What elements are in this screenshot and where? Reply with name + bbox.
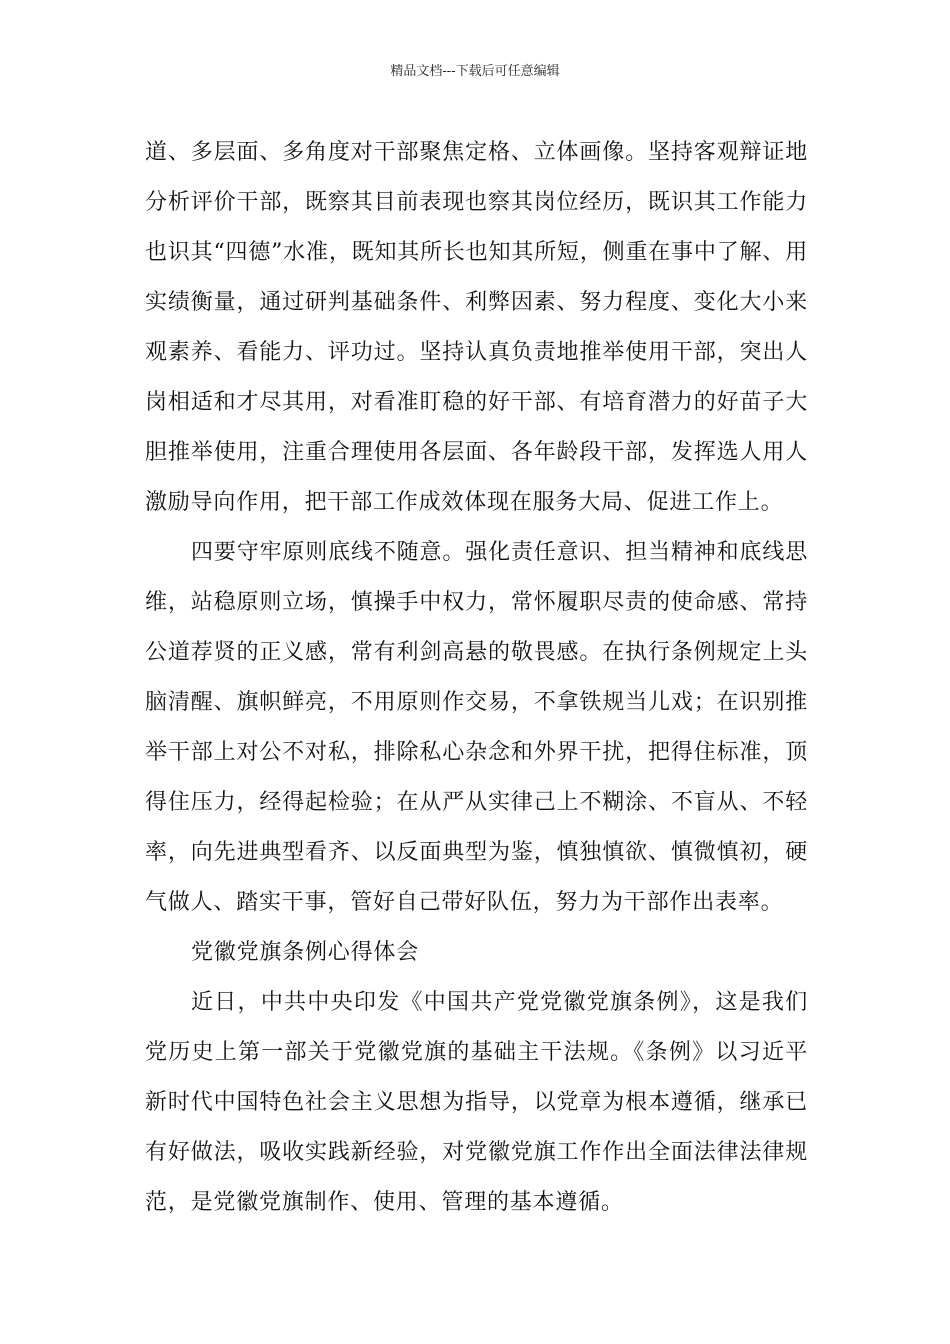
section-title: 党徽党旗条例心得体会	[191, 940, 420, 965]
document-body	[145, 128, 808, 1228]
paragraph-intro: 近日，中共中央印发《中国共产党党徽党旗条例》，这是我们党历史上第一部关于党徽党旗的基础主干法规。《条例》以习近平新时代中国特色社会主义思想为指导，以党章为根本遵循，继承已有好做法，吸收实践新经验，对党徽党旗工作作出全面法律法律规范，是党徽党旗制作、使用、管理的基本遵循。	[145, 990, 808, 1215]
paragraph-fourth-point: 四要守牢原则底线不随意。强化责任意识、担当精神和底线思维，站稳原则立场，慎操手中权力，常怀履职尽责的使命感、常持公道荐贤的正义感，常有利剑高悬的敬畏感。在执行条例规定上头脑清醒、旗帜鲜亮，不用原则作交易，不拿铁规当儿戏；在识别推举干部上对公不对私，排除私心杂念和外界干扰，把得住标准，顶得住压力，经得起检验；在从严从实律己上不糊涂、不盲从、不轻率，向先进典型看齐、以反面典型为鉴，慎独慎欲、慎微慎初，硬气做人、踏实干事，管好自己带好队伍，努力为干部作出表率。	[145, 540, 808, 915]
paragraph-continuation: 道、多层面、多角度对干部聚焦定格、立体画像。坚持客观辩证地分析评价干部，既察其目前表现也察其岗位经历，既识其工作能力也识其“四德”水准，既知其所长也知其所短，侧重在事中了解、用实绩衡量，通过研判基础条件、利弊因素、努力程度、变化大小来观素养、看能力、评功过。坚持认真负责地推举使用干部，突出人岗相适和才尽其用，对看准盯稳的好干部、有培育潜力的好苗子大胆推举使用，注重合理使用各层面、各年龄段干部，发挥选人用人激励导向作用，把干部工作成效体现在服务大局、促进工作上。	[145, 140, 808, 515]
page-header: 精品文档---下载后可任意编辑	[390, 64, 560, 79]
